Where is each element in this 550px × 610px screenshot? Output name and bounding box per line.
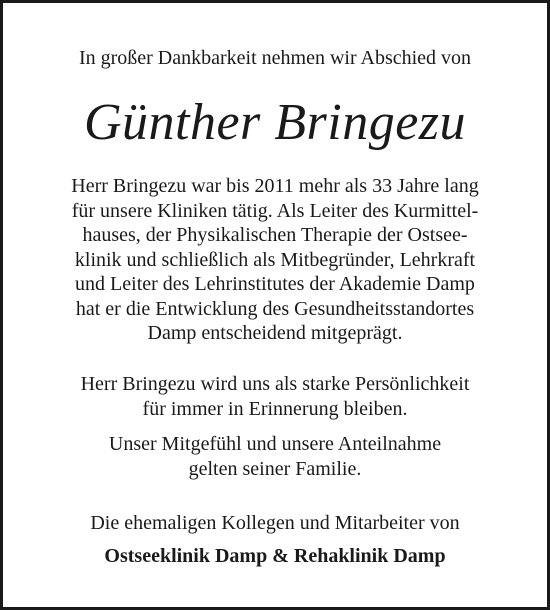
condolence-paragraph: [3, 432, 547, 481]
intro-line: In großer Dankbarkeit nehmen wir Abschied von: [78, 47, 472, 69]
remembrance-line: Herr Bringezu wird uns als starke Persönlichkeit: [80, 373, 470, 395]
tribute-line: hat er die Entwicklung des Gesundheitsstandortes: [75, 297, 475, 320]
tribute-line: für unsere Kliniken tätig. Als Leiter des Kurmittel-: [71, 199, 479, 222]
clinics-signature: Ostseeklinik Damp & Rehaklinik Damp: [104, 545, 446, 567]
remembrance-paragraph: [3, 372, 547, 421]
remembrance-line: für immer in Erinnerung bleiben.: [142, 397, 408, 420]
tribute-line: hauses, der Physikalischen Therapie der Ostsee-: [82, 224, 468, 246]
closing-line: Die ehemaligen Kollegen und Mitarbeiter von: [90, 512, 460, 534]
tribute-paragraph: [3, 174, 547, 346]
deceased-name: Günther Bringezu: [83, 94, 467, 151]
tribute-line: und Leiter des Lehrinstitutes der Akademie Damp: [75, 273, 475, 295]
tribute-line: klinik und schließlich als Mitbegründer, Lehrkraft: [74, 248, 476, 271]
tribute-line: Herr Bringezu war bis 2011 mehr als 33 Jahre lang: [71, 175, 479, 197]
condolence-line: gelten seiner Familie.: [188, 457, 362, 480]
tribute-line: Damp entscheidend mitgeprägt.: [147, 322, 403, 344]
condolence-line: Unser Mitgefühl und unsere Anteilnahme: [108, 433, 442, 455]
